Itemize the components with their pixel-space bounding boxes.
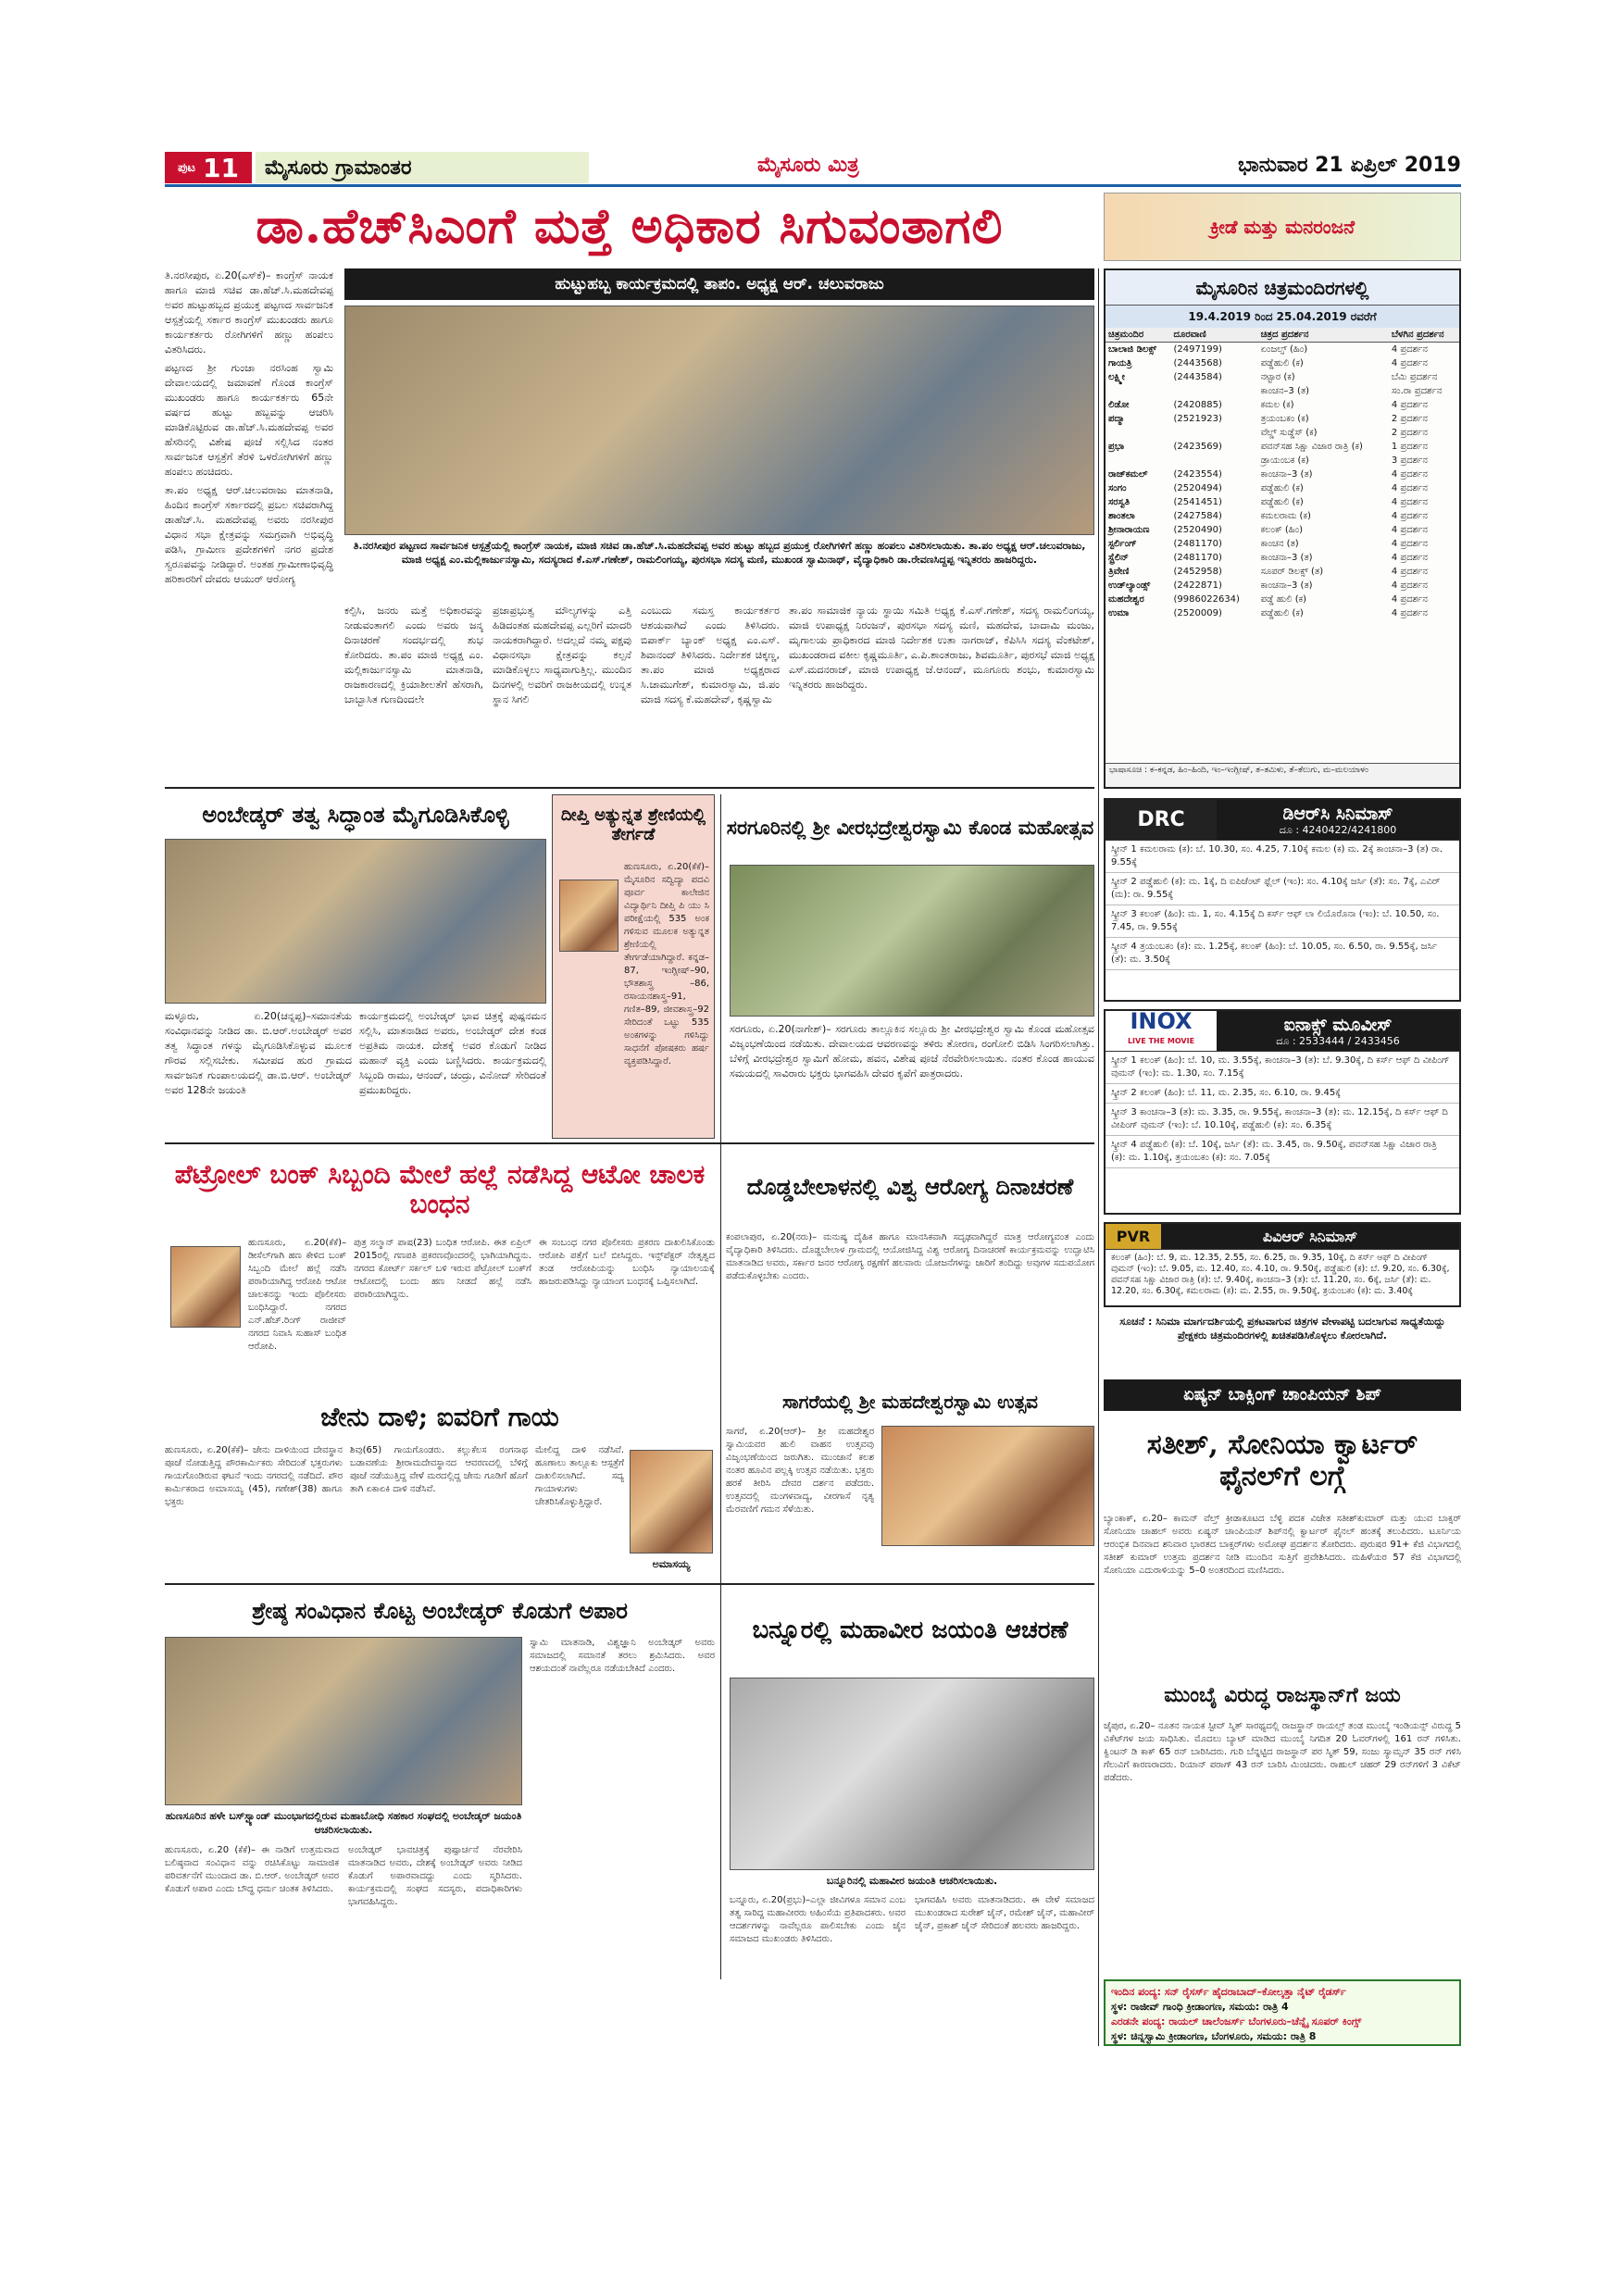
cinema-listing-title: ಮೈಸೂರಿನ ಚಿತ್ರಮಂದಿರಗಳಲ್ಲಿ	[1106, 270, 1459, 306]
lead-subhead: ಹುಟ್ಟುಹಬ್ಬ ಕಾರ್ಯಕ್ರಮದಲ್ಲಿ ತಾಪಂ. ಅಧ್ಯಕ್ಷ ಆರ್. ಚಲುವರಾಜು	[344, 268, 1094, 300]
inox-name	[1217, 1011, 1459, 1051]
ambedkar2-col2: ಅಂಬೇಡ್ಕರ್ ಭಾವಚಿತ್ರಕ್ಕೆ ಪುಷ್ಪಾರ್ಚನೆ ನೆರವೇರಿಸಿ ಮಾತನಾಡಿದ ಅವರು, ದೇಶಕ್ಕೆ ಅಂಬೇಡ್ಕರ್ ಅವರು ನೀಡಿದ ಕೊಡುಗೆ ಅಪಾರವಾದದ್ದು ಎಂದು ಸ್ಮರಿಸಿದರು. ಕಾರ್ಯಕ್ರಮದಲ್ಲಿ ಸಂಘದ ಸದಸ್ಯರು, ಪದಾಧಿಕಾರಿಗಳು ಭಾಗವಹಿಸಿದ್ದರು.	[348, 1845, 522, 1907]
petrol-col1: ಹುಣಸೂರು, ಏ.20(ಕೆಕೆ)– ಡೀಸೆಲ್‌ಗಾಗಿ ಹಣ ಕೇಳಿದ ಬಂಕ್ ಸಿಬ್ಬಂದಿ ಮೇಲೆ ಹಲ್ಲೆ ನಡೆಸಿ ಪರಾರಿಯಾಗಿದ್ದ ಆರೋಪಿ ಆಟೋ ಚಾಲಕನನ್ನು ಇಂದು ಪೊಲೀಸರು ಬಂಧಿಸಿದ್ದಾರೆ. ನಗರದ ಎನ್.ಹೆಚ್.ರಿಂಗ್ ರಾಜೀವ್ ನಗರದ ನಿವಾಸಿ ಸುಹಾಸ್ ಬಂಧಿತ ಆರೋಪಿ.	[248, 1238, 346, 1352]
pvr-title: ಪಿವಿಆರ್ ಸಿನಿಮಾಸ್	[1161, 1224, 1459, 1249]
bees-col2: ಶಿವು(65) ಗಾಯಗೊಂಡರು. ಕಲ್ಲುಕೆಲಸ ರಂಗನಾಥ ಬಡಾವಣೆಯ ಶ್ರೀರಾಮದೇವಸ್ಥಾನದ ಆವರಣದಲ್ಲಿ ಬೆಳಿಗ್ಗೆ ಪೂಜೆ ನಡೆಯುತ್ತಿದ್ದ ವೇಳೆ ಮರದಲ್ಲಿದ್ದ ಜೇನು ಗೂಡಿಗೆ ಹೊಗೆ ತಾಗಿ ಏಕಾಏಕಿ ದಾಳಿ ನಡೆಸಿವೆ.	[350, 1445, 528, 1494]
cinema-cell: ಬಾಲಾಜಿ ಡಿಲಕ್ಸ್	[1108, 344, 1157, 355]
cinema-row	[1106, 370, 1459, 384]
ambedkar2-col3: ಸ್ವಾಮಿ ಮಾತನಾಡಿ, ವಿಶ್ವಜ್ಞಾನಿ ಅಂಬೇಡ್ಕರ್ ಅವರು ಸಮಾಜದಲ್ಲಿ ಸಮಾನತೆ ತರಲು ಶ್ರಮಿಸಿದರು. ಅವರ ಆಶಯದಂತೆ ನಾವೆಲ್ಲರೂ ನಡೆಯಬೇಕಿದೆ ಎಂದರು.	[530, 1638, 715, 1674]
cinema-listing	[1104, 268, 1461, 789]
inox-screen-2: ಸ್ಕ್ರೀನ್ 2 ಕಲಂಕ್ (ಹಿಂ): ಬೆ. 11, ಮ. 2.35, ಸಂ. 6.10, ರಾ. 9.45ಕ್ಕೆ	[1106, 1084, 1459, 1104]
cinema-cell	[1106, 426, 1171, 440]
mahaveer-col1: ಬನ್ನೂರು, ಏ.20(ಪ್ರಭು)–ಎಲ್ಲಾ ಜೀವಿಗಳೂ ಸಮಾನ ಎಂಬ ತತ್ವ ಸಾರಿದ್ದ ಮಹಾವೀರರು ಅಹಿಂಸೆಯ ಪ್ರತಿಪಾದಕರು. ಅವರ ಆದರ್ಶಗಳನ್ನು ನಾವೆಲ್ಲರೂ ಪಾಲಿಸಬೇಕು ಎಂದು ಜೈನ ಸಮಾಜದ ಮುಖಂಡರು ತಿಳಿಸಿದರು.	[730, 1895, 906, 1944]
cinema-cell: ತ್ರಿವೇಣಿ	[1108, 567, 1130, 577]
cinema-cell: 4 ಪ್ರದರ್ಶನ	[1391, 553, 1428, 563]
lead-paragraph: ತಾ.ಪಂ ಅಧ್ಯಕ್ಷ ಆರ್.ಚಲುವರಾಜು ಮಾತನಾಡಿ, ಹಿಂದಿನ ಕಾಂಗ್ರೆಸ್ ಸರ್ಕಾರದಲ್ಲಿ ಪ್ರಬಲ ಸಚಿವರಾಗಿದ್ದ ಡಾಹೆಚ್.ಸಿ. ಮಹದೇವಪ್ಪ ಅವರು ನರಸೀಪುರ ವಿಧಾನ ಸಭಾ ಕ್ಷೇತ್ರವನ್ನು ಸಮಗ್ರವಾಗಿ ಅಭಿವೃದ್ಧಿ ಪಡಿಸಿ, ಗ್ರಾಮೀಣ ಪ್ರದೇಶಗಳಿಗೆ ನಗರ ಪ್ರದೇಶ ಸ್ವರೂಪವನ್ನು ನೀಡಿದ್ದಾರೆ. ಅಂತಹ ಗ್ರಾಮೀಣಾಭಿವೃದ್ಧಿ ಹರಿಕಾರರಿಗೆ ದೇವರು ಆಯುರ್ ಆರೋಗ್ಯ	[165, 484, 333, 585]
cinema-cell: ಪಡ್ಡೆ ಹುಲಿ (ಕ)	[1260, 594, 1307, 605]
petrol-headline: ಪೆಟ್ರೋಲ್ ಬಂಕ್ ಸಿಬ್ಬಂದಿ ಮೇಲೆ ಹಲ್ಲೆ ನಡೆಸಿದ್ದ ಆಟೋ ಚಾಲಕ ಬಂಧನ	[174, 1158, 706, 1219]
cinema-cell: ಉಮಾ	[1108, 608, 1130, 618]
pvr-logo: PVR	[1106, 1224, 1161, 1249]
veerabhadra-body: ಸರಗೂರು, ಏ.20(ನಾಗೇಶ್)– ಸರಗೂರು ತಾಲ್ಲೂಕಿನ ಸಲ್ಲೂರು ಶ್ರೀ ವೀರಭದ್ರೇಶ್ವರ ಸ್ವಾಮಿ ಕೊಂಡ ಮಹೋತ್ಸವ ವಿಜೃಂಭಣೆಯಿಂದ ನಡೆಯಿತು. ದೇವಾಲಯದ ಆವರಣವನ್ನು ತಳಿರು ತೋರಣ, ರಂಗೋಲಿ ಬಿಡಿಸಿ ಸಿಂಗರಿಸಲಾಗಿತ್ತು. ಬೆಳಿಗ್ಗೆ ವೀರಭದ್ರೇಶ್ವರ ಸ್ವಾಮಿಗೆ ಹೋಮ, ಹವನ, ವಿಶೇಷ ಪೂಜೆ ನೆರವೇರಿಸಲಾಯಿತು. ನಂತರ ಕೊಂಡ ಹಾಯುವ ಸಮಯದಲ್ಲಿ ಸಾವಿರಾರು ಭಕ್ತರು ಭಾಗವಹಿಸಿ ದೇವರ ಕೃಪೆಗೆ ಪಾತ್ರರಾದರು.	[730, 1023, 1094, 1079]
cinema-cell: ಕಮಲರಾಮ (ಕ)	[1260, 511, 1311, 521]
cinema-cell: (2520490)	[1173, 525, 1222, 535]
drc-screen-2: ಸ್ಕ್ರೀನ್ 2 ಪಡ್ಡೆಹುಲಿ (ಕ): ಮ. 1ಕ್ಕೆ, ದಿ ಐಪಿಜೆಂಟ್ ಫ್ಲೆಲ್ (ಇಂ): ಸಂ. 4.10ಕ್ಕೆ ಜರ್ಸಿ (ತೆ): ಸಂ. 7ಕ್ಕೆ, ಎವಿರ್ (ಮ): ರಾ. 9.55ಕ್ಕೆ	[1106, 873, 1459, 905]
page-number-box	[165, 152, 252, 183]
sports-banner: ಕ್ರೀಡೆ ಮತ್ತು ಮನರಂಜನೆ	[1104, 193, 1461, 261]
cinema-cell: ರಾಜ್‌ಕಮಲ್	[1108, 469, 1148, 480]
cinema-cell: (2420885)	[1173, 400, 1222, 410]
cinema-cell: ಬೆಮಿ ಪ್ರದರ್ಶನ	[1391, 372, 1438, 382]
cinema-cell: ಕಮಲ (ಕ)	[1260, 400, 1294, 410]
cinema-cell	[1171, 426, 1258, 440]
cinema-cell: 4 ಪ್ರದರ್ಶನ	[1391, 539, 1428, 549]
cinema-cell: 4 ಪ್ರದರ್ಶನ	[1391, 483, 1428, 493]
victim-portrait	[630, 1450, 713, 1554]
section-name: ಮೈಸೂರು ಗ್ರಾಮಾಂತರ	[256, 152, 589, 183]
drc-title: ಡಿಆರ್‌ಸಿ ಸಿನಿಮಾಸ್	[1282, 803, 1393, 824]
cinema-cell: (2481170)	[1173, 539, 1222, 549]
cinema-table	[1106, 328, 1459, 620]
boxing-body: ಬ್ಯಾಂಕಾಕ್, ಏ.20– ಕಾಮನ್ ವೆಲ್ತ್ ಕ್ರೀಡಾಕೂಟದ ಬೆಳ್ಳಿ ಪದಕ ವಿಜೇತ ಸತೀಶ್‌ಕುಮಾರ್ ಮತ್ತು ಯುವ ಬಾಕ್ಸರ್ ಸೋನಿಯಾ ಚಾಹಲ್ ಅವರು ಏಷ್ಯನ್ ಚಾಂಪಿಯನ್ ಶಿಪ್‌ನಲ್ಲಿ ಕ್ವಾರ್ಟರ್ ಫೈನಲ್ ಹಂತಕ್ಕೆ ತಲುಪಿದರು. ಟೂರ್ನಿಯ ಆರಂಭಿಕ ದಿನವಾದ ಶನಿವಾರ ಭಾರತದ ಬಾಕ್ಸರ್‌ಗಳು ಅಮೋಘ ಪ್ರದರ್ಶನ ತೋರಿದರು. ಪುರುಷರ 91+ ಕೆಜಿ ವಿಭಾಗದಲ್ಲಿ ಸತೀಶ್ ಕುಮಾರ್ ಉತ್ತಮ ಪ್ರದರ್ಶನ ನೀಡಿ ಮುಂದಿನ ಸುತ್ತಿಗೆ ಪ್ರವೇಶಿಸಿದರು. ಮಹಿಳೆಯರ 57 ಕೆಜಿ ವಿಭಾಗದಲ್ಲಿ ಸೋನಿಯಾ ಎದುರಾಳಿಯನ್ನು 5–0 ಅಂತರದಿಂದ ಮಣಿಸಿದರು.	[1104, 1514, 1461, 1576]
lead-story-col5: ತಾ.ಪಂ ಸಾಮಾಜಿಕ ನ್ಯಾಯ ಸ್ಥಾಯಿ ಸಮಿತಿ ಅಧ್ಯಕ್ಷ ಕೆ.ಎಸ್.ಗಣೇಶ್, ಸದಸ್ಯ ರಾಮಲಿಂಗಯ್ಯ, ಮಾಜಿ ಉಪಾಧ್ಯಕ್ಷ ನಿರಂಜನ್, ಪುರಸಭಾ ಸದಸ್ಯ ಮಣಿ, ಮಹದೇವ, ಬಾದಾಮಿ ಮಂಜು, ಮೃಗಾಲಯ ಪ್ರಾಧಿಕಾರದ ಮಾಜಿ ನಿರ್ದೇಶಕ ಉತಾ ನಾಗರಾಜ್, ಕೆಪಿಸಿಸಿ ಸದಸ್ಯ ವೆಂಕಟೇಶ್, ಮುಖಂಡರಾದ ವಕೀಲ ಕೃಷ್ಣಮೂರ್ತಿ, ಎ.ಪಿ.ಶಾಂತರಾಜು, ಶಿವಮೂರ್ತಿ, ಪುರಸಭೆ ಮಾಜಿ ಅಧ್ಯಕ್ಷ ಎಸ್.ಮದನರಾಜ್, ಮಾಜಿ ಉಪಾಧ್ಯಕ್ಷ ಜೆ.ಆನಂದ್, ಮೂಗೂರು ಶಂಭು, ಕುಮಾರಸ್ವಾಮಿ ಇನ್ನಿತರರು ಹಾಜರಿದ್ದರು.	[789, 605, 1094, 691]
cinema-table-header	[1106, 328, 1459, 343]
cinema-row	[1106, 356, 1459, 370]
cinema-cell: (2520494)	[1173, 483, 1222, 493]
veerabhadra-headline: ಸರಗೂರಿನಲ್ಲಿ ಶ್ರೀ ವೀರಭದ್ರೇಶ್ವರಸ್ವಾಮಿ ಕೊಂಡ ಮಹೋತ್ಸವ	[726, 815, 1094, 839]
health-body: ಕಂಪಲಾಪುರ, ಏ.20(ನರು)– ಮನುಷ್ಯ ದೈಹಿಕ ಹಾಗೂ ಮಾನಸಿಕವಾಗಿ ಸದೃಢವಾಗಿದ್ದರೆ ಮಾತ್ರ ಆರೋಗ್ಯವಂತ ಎಂದು ವೈದ್ಯಾಧಿಕಾರಿ ತಿಳಿಸಿದರು. ದೊಡ್ಡಬೇಲಾಳ ಗ್ರಾಮದಲ್ಲಿ ಆಯೋಜಿಸಿದ್ದ ವಿಶ್ವ ಆರೋಗ್ಯ ದಿನಾಚರಣೆ ಕಾರ್ಯಕ್ರಮವನ್ನು ಉದ್ಘಾಟಿಸಿ ಮಾತನಾಡಿದ ಅವರು, ಸರ್ಕಾರ ಜನರ ಆರೋಗ್ಯ ರಕ್ಷಣೆಗೆ ಹಲವಾರು ಯೋಜನೆಗಳನ್ನು ಜಾರಿಗೆ ತಂದಿದ್ದು ಅವುಗಳ ಸದುಪಯೋಗ ಪಡೆದುಕೊಳ್ಳಬೇಕು ಎಂದರು.	[726, 1232, 1094, 1281]
page-label: ಪುಟ	[177, 160, 196, 175]
ambedkar2-photo	[165, 1637, 522, 1805]
ipl-fixture-box	[1104, 1979, 1461, 2046]
petrol-col2: ಪುತ್ರ ಸಲ್ಮಾನ್ ಪಾಷ(23) ಬಂಧಿತ ಆರೋಪಿ. ಈತ ಏಪ್ರಿಲ್ 2015ರಲ್ಲಿ ಗಣಪತಿ ಪ್ರಕರಣವೊಂದರಲ್ಲಿ ಭಾಗಿಯಾಗಿದ್ದನು. ನಗರದ ಕೋರ್ಟ್ ಸರ್ಕಲ್ ಬಳಿ ಇರುವ ಪೆಟ್ರೋಲ್ ಬಂಕ್‌ಗೆ ಆಟೋದಲ್ಲಿ ಬಂದು ಹಣ ನೀಡದೆ ಹಲ್ಲೆ ನಡೆಸಿ ಪರಾರಿಯಾಗಿದ್ದನು.	[354, 1238, 531, 1300]
fixture-line-3: ಎರಡನೇ ಪಂದ್ಯ: ರಾಯಲ್ ಚಾಲೆಂಜರ್ಸ್ ಬೆಂಗಳೂರು–ಚೆನ್ನೈ ಸೂಪರ್ ಕಿಂಗ್ಸ್	[1111, 2015, 1362, 2028]
cinema-cell: (9986022634)	[1173, 594, 1240, 605]
cinema-cell: ಪಡ್ಡೆಹುಲಿ (ಕ)	[1260, 483, 1304, 493]
cinema-cell: ಉಡ್‌ಲ್ಯಾಂಡ್ಸ್	[1108, 580, 1151, 591]
ambedkar-col1: ಮಳ್ಳೂರು, ಏ.20(ಚನ್ನಪ್ಪ)–ಸಮಾನತೆಯ ಸಂವಿಧಾನವನ್ನು ನೀಡಿದ ಡಾ. ಬಿ.ಆರ್.ಅಂಬೇಡ್ಕರ್ ಅವರ ತತ್ವ ಸಿದ್ಧಾಂತ ಗಳನ್ನು ಮೈಗೂಡಿಸಿಕೊಳ್ಳುವ ಮೂಲಕ ಗೌರವ ಸಲ್ಲಿಸಬೇಕು. ಸಮೀಪದ ಹುರ ಗ್ರಾಮದ ಸಾರ್ವಜನಿಕ ಗುಂಪಾಲಯದಲ್ಲಿ ಡಾ.ಬಿ.ಆರ್. ಅಂಬೇಡ್ಕರ್ ಅವರ 128ನೇ ಜಯಂತಿ	[165, 1010, 352, 1096]
mahaveer-headline: ಬನ್ನೂರಲ್ಲಿ ಮಹಾವೀರ ಜಯಂತಿ ಆಚರಣೆ	[752, 1616, 1068, 1645]
cinema-cell: ಸ್ಟರ್ಲಿಂಗ್	[1108, 539, 1137, 549]
cinema-cell: 4 ಪ್ರದರ್ಶನ	[1391, 580, 1428, 591]
lead-photo-caption: ತಿ.ನರಸೀಪುರ ಪಟ್ಟಣದ ಸಾರ್ವಜನಿಕ ಆಸ್ಪತ್ರೆಯಲ್ಲಿ ಕಾಂಗ್ರೆಸ್ ನಾಯಕ, ಮಾಜಿ ಸಚಿವ ಡಾ.ಹೆಚ್.ಸಿ.ಮಹದೇವಪ್ಪ ಅವರ ಹುಟ್ಟು ಹಬ್ಬದ ಪ್ರಯುಕ್ತ ರೋಗಿಗಳಿಗೆ ಹಣ್ಣು ಹಂಪಲು ವಿತರಿಸಲಾಯಿತು. ತಾ.ಪಂ ಅಧ್ಯಕ್ಷ ಆರ್.ಚಲುವರಾಜು, ಮಾಜಿ ಅಧ್ಯಕ್ಷ ಎಂ.ಮಲ್ಲಿಕಾರ್ಜುನಸ್ವಾಮಿ, ಸದಸ್ಯರಾದ ಕೆ.ಎಸ್.ಗಣೇಶ್, ರಾಮಲಿಂಗಯ್ಯ, ಪುರಸಭಾ ಸದಸ್ಯ ಮಣಿ, ಮುಖಂಡ ಸ್ವಾಮಿನಾಥ್, ವೈದ್ಯಾಧಿಕಾರಿ ಡಾ.ರೇವಣಸಿದ್ದಪ್ಪ ಇನ್ನಿತರರು ಹಾಜರಿದ್ದರು.	[353, 540, 1086, 566]
lead-photo	[344, 306, 1094, 535]
cinema-listing-dates: 19.4.2019 ರಿಂದ 25.04.2019 ರವರೆಗೆ	[1106, 306, 1459, 328]
cinema-cell: ಗಾಯತ್ರಿ	[1108, 358, 1132, 368]
ambedkar2-col1: ಹುಣಸೂರು, ಏ.20 (ಕೆಕೆ)– ಈ ನಾಡಿಗೆ ಉತ್ತಮವಾದ ಬಲಿಷ್ಠವಾದ ಸಂವಿಧಾನ ವನ್ನು ರಚಿಸಿಕೊಟ್ಟು ಸಾಮಾಜಿಕ ಪರಿವರ್ತನೆಗೆ ಮುಂದಾದ ಡಾ. ಬಿ.ಆರ್. ಅಂಬೇಡ್ಕರ್ ಅವರ ಕೊಡುಗೆ ಅಪಾರ ಎಂದು ಬೌದ್ಧ ಧರ್ಮ ಚಿಂತಕ ತಿಳಿಸಿದರು.	[165, 1845, 339, 1894]
cinema-cell	[1106, 384, 1171, 398]
ambedkar-col2: ಕಾರ್ಯಕ್ರಮದಲ್ಲಿ ಅಂಬೇಡ್ಕರ್ ಭಾವ ಚಿತ್ರಕ್ಕೆ ಪುಷ್ಪನಮನ ಸಲ್ಲಿಸಿ, ಮಾತನಾಡಿದ ಅವರು, ಅಂಬೇಡ್ಕರ್ ದೇಶ ಕಂಡ ಅಪ್ರತಿಮ ನಾಯಕ. ದೇಶಕ್ಕೆ ಅವರ ಕೊಡುಗೆ ನೀಡಿದ ಮಹಾನ್ ವ್ಯಕ್ತಿ ಎಂದು ಬಣ್ಣಿಸಿದರು. ಕಾರ್ಯಕ್ರಮದಲ್ಲಿ ಸಿಬ್ಬಂದಿ ರಾಮು, ಆನಂದ್, ಚಂದ್ರು, ವಿನೋದ್ ಸೇರಿದಂತೆ ಪ್ರಮುಖರಿದ್ದರು.	[359, 1010, 546, 1096]
petrol-col3: ಈ ಸಂಬಂಧ ನಗರ ಪೊಲೀಸರು ಪ್ರಕರಣ ದಾಖಲಿಸಿಕೊಂಡು ಆರೋಪಿ ಪತ್ತೆಗೆ ಬಲೆ ಬೀಸಿದ್ದರು. ಇನ್ಸ್‌ಪೆಕ್ಟರ್ ನೇತೃತ್ವದ ತಂಡ ಆರೋಪಿಯನ್ನು ಬಂಧಿಸಿ ನ್ಯಾಯಾಲಯಕ್ಕೆ ಹಾಜರುಪಡಿಸಿದ್ದು ನ್ಯಾಯಾಂಗ ಬಂಧನಕ್ಕೆ ಒಪ್ಪಿಸಲಾಗಿದೆ.	[539, 1238, 715, 1287]
cinema-row	[1106, 440, 1459, 454]
inox-title: ಐನಾಕ್ಸ್ ಮೂವೀಸ್	[1283, 1014, 1393, 1035]
cinema-cell: ಸಂ.ರಾ ಪ್ರದರ್ಶನ	[1391, 386, 1443, 396]
language-legend: ಭಾಷಾಸೂಚಿ : ಕ–ಕನ್ನಡ, ಹಿಂ–ಹಿಂದಿ, ಇಂ–ಇಂಗ್ಲೀಷ್, ತ–ತಮಿಳು, ತೆ–ತೆಲುಗು, ಮ–ಮಲಯಾಳಂ	[1106, 763, 1459, 787]
drc-logo: DRC	[1106, 800, 1217, 840]
column-divider	[720, 794, 721, 1979]
fixture-line-2: ಸ್ಥಳ: ರಾಜೀವ್ ಗಾಂಧಿ ಕ್ರೀಡಾಂಗಣ, ಸಮಯ: ರಾತ್ರಿ 4	[1111, 2001, 1289, 2013]
lead-story-col3: ಪ್ರಜಾಪ್ರಭುತ್ವ ಮೌಲ್ಯಗಳನ್ನು ಎತ್ತಿ ಹಿಡಿದಂತಹ ಮಹದೇವಪ್ಪ ಎಲ್ಲರಿಗೆ ಮಾದರಿ ನಾಯಕರಾಗಿದ್ದಾರೆ. ಅದಲ್ಲದೆ ನಮ್ಮ ಪಕ್ಷವು ವಿಧಾನಸಭಾ ಕ್ಷೇತ್ರವನ್ನು ಕಲ್ಪನೆ ಮಾಡಿಕೊಳ್ಳಲು ಸಾಧ್ಯವಾಗುತ್ತಿಲ್ಲ. ಮುಂದಿನ ದಿನಗಳಲ್ಲಿ ಅವರಿಗೆ ರಾಜಕೀಯದಲ್ಲಿ ಉನ್ನತ ಸ್ಥಾನ ಸಿಗಲಿ	[493, 605, 631, 705]
cinema-row	[1106, 426, 1459, 440]
cinema-cell: (2443568)	[1173, 358, 1222, 368]
section-divider	[165, 1142, 1094, 1144]
fixture-line-4: ಸ್ಥಳ: ಚಿನ್ನಸ್ವಾಮಿ ಕ್ರೀಡಾಂಗಣ, ಬೆಂಗಳೂರು, ಸಮಯ: ರಾತ್ರಿ 8	[1111, 2030, 1317, 2042]
column-header: ಚಿತ್ರಮಂದಿರ	[1106, 328, 1171, 343]
column-header: ಬೆಳಗಿನ ಪ್ರದರ್ಶನ	[1389, 328, 1459, 343]
column-header: ದೂರವಾಣಿ	[1171, 328, 1258, 343]
cinema-row	[1106, 495, 1459, 509]
cinema-cell: 2 ಪ್ರದರ್ಶನ	[1391, 428, 1428, 438]
bees-col3: ಮೇಲಿದ್ದ ದಾಳಿ ನಡೆಸಿವೆ. ಹೂಣಾಲು ತಾಲ್ಲೂಕು ಆಸ್ಪತ್ರೆಗೆ ದಾಖಲಿಸಲಾಗಿದೆ. ಸದ್ಯ ಗಾಯಾಳುಗಳು ಚೇತರಿಸಿಕೊಳ್ಳುತ್ತಿದ್ದಾರೆ.	[535, 1445, 624, 1507]
inox-logo	[1106, 1007, 1217, 1051]
madeshwara-headline: ಸಾಗರೆಯಲ್ಲಿ ಶ್ರೀ ಮಹದೇಶ್ವರಸ್ವಾಮಿ ಉತ್ಸವ	[781, 1390, 1038, 1413]
mahaveer-col2: ಭಾಗವಹಿಸಿ ಅವರು ಮಾತನಾಡಿದರು. ಈ ವೇಳೆ ಸಮಾಜದ ಮುಖಂಡರಾದ ಸುರೇಶ್ ಜೈನ್, ರಮೇಶ್ ಜೈನ್, ಮಹಾವೀರ್ ಜೈನ್, ಪ್ರಕಾಶ್ ಜೈನ್ ಸೇರಿದಂತೆ ಹಲವರು ಹಾಜರಿದ್ದರು.	[915, 1895, 1094, 1931]
cinema-cell: 4 ಪ್ರದರ್ಶನ	[1391, 358, 1428, 368]
cinema-row	[1106, 481, 1459, 495]
cinema-cell: 4 ಪ್ರದರ್ಶನ	[1391, 400, 1428, 410]
inox-screen-3: ಸ್ಕ್ರೀನ್ 3 ಕಾಂಚನಾ–3 (ತ): ಮ. 3.35, ರಾ. 9.55ಕ್ಕೆ, ಕಾಂಚನಾ–3 (ತ): ಮ. 12.15ಕ್ಕೆ, ದಿ ಕರ್ಸ್ ಆಫ್ ದಿ ವೀಪಿಂಗ್ ವುಮನ್ (ಇಂ): ಬೆ. 10.10ಕ್ಕೆ, ಪಡ್ಡೆಹುಲಿ (ಕ): ಸಂ. 6.35ಕ್ಕೆ	[1106, 1104, 1459, 1136]
cinema-cell: 1 ಪ್ರದರ್ಶನ	[1391, 442, 1428, 452]
lead-story-col2: ಕಲ್ಪಿಸಿ, ಜನರು ಮತ್ತೆ ಅಧಿಕಾರವನ್ನು ನೀಡುವಂತಾಗಲಿ ಎಂದು ಅವರು ಜನ್ಮ ದಿನಾಚರಣೆ ಸಂದರ್ಭದಲ್ಲಿ ಶುಭ ಕೋರಿದರು. ತಾ.ಪಂ ಮಾಜಿ ಅಧ್ಯಕ್ಷ ಎಂ. ಮಲ್ಲಿಕಾರ್ಜುನಸ್ವಾಮಿ ಮಾತನಾಡಿ, ರಾಜಕಾರಣದಲ್ಲಿ ಕ್ರಿಯಾಶೀಲತೆಗೆ ಹೆಸರಾಗಿ, ಬಾಬ್ಬಾಸಿತ ಗುಣದಿಂದಲೇ	[344, 605, 483, 705]
cinema-row	[1106, 537, 1459, 551]
newspaper-brand: ಮೈಸೂರು ಮಿತ್ರ	[757, 154, 859, 177]
cinema-row	[1106, 551, 1459, 565]
cinema-row	[1106, 398, 1459, 412]
cinema-cell: ಕಾಂಚನಾ–3 (ತ)	[1260, 580, 1313, 591]
cinema-cell: ಮಹದೇಶ್ವರ	[1108, 594, 1144, 605]
mahaveer-caption: ಬನ್ನೂರಿನಲ್ಲಿ ಮಹಾವೀರ ಜಯಂತಿ ಆಚರಿಸಲಾಯಿತು.	[826, 1875, 998, 1887]
drc-screen-4: ಸ್ಕ್ರೀನ್ 4 ತ್ರಯಂಬಕಂ (ಕ): ಮ. 1.25ಕ್ಕೆ, ಕಲಂಕ್ (ಹಿಂ): ಬೆ. 10.05, ಸಂ. 6.50, ರಾ. 9.55ಕ್ಕೆ, ಜರ್ಸಿ (ತೆ): ಮ. 3.50ಕ್ಕೆ	[1106, 938, 1459, 970]
ambedkar-headline: ಅಂಬೇಡ್ಕರ್ ತತ್ವ ಸಿದ್ಧಾಂತ ಮೈಗೂಡಿಸಿಕೊಳ್ಳಿ	[202, 801, 509, 829]
pvr-showtimes: ಕಲಂಕ್ (ಹಿಂ): ಬೆ. 9, ಮ. 12.35, 2.55, ಸಂ. 6.25, ರಾ. 9.35, 10ಕ್ಕೆ, ದಿ ಕರ್ಸ್ ಆಫ್ ದಿ ವೀಪಿಂಗ್ ವುಮನ್ (ಇಂ): ಬೆ. 9.05, ಮ. 12.40, ಸಂ. 4.10, ರಾ. 9.50ಕ್ಕೆ, ಪಡ್ಡೆಹುಲಿ (ಕ): ಬೆ. 9.20, ಸಂ. 6.30ಕ್ಕೆ, ಪವನ್‌ಸಹ ಸಿಕ್ಷಾ ವಿಜಾರ ರಾತ್ರಿ (ಕ): ಬೆ. 9.40ಕ್ಕೆ, ಕಾಂಚನಾ–3 (ತ): ಬೆ. 11.20, ಸಂ. 6ಕ್ಕೆ, ಜರ್ಸಿ (ತೆ): ಮ. 12.20, ಸಂ. 6.30ಕ್ಕೆ, ಕಮಲರಾಮ (ಕ): ಮ. 2.55, ರಾ. 9.50ಕ್ಕೆ, ತ್ರಯಂಬಕಂ (ಕ): ಮ. 3.40ಕ್ಕೆ	[1111, 1253, 1450, 1296]
cinema-cell: ಕಾಂಚನ–3 (ತ)	[1260, 386, 1310, 396]
cinema-cell: 4 ಪ್ರದರ್ಶನ	[1391, 344, 1428, 355]
cinema-cell: (2423569)	[1173, 442, 1222, 452]
victim-name: ಅಮಾಸಯ್ಯ	[652, 1558, 691, 1570]
cinema-cell: (2452958)	[1173, 567, 1222, 577]
cinema-notice: ಸೂಚನೆ : ಸಿನಿಮಾ ಮಾರ್ಗದರ್ಶಿಯಲ್ಲಿ ಪ್ರಕಟವಾಗುವ ಚಿತ್ರಗಳ ವೇಳಾಪಟ್ಟಿ ಬದಲಾಗುವ ಸಾಧ್ಯತೆಯಿದ್ದು ಪ್ರೇಕ್ಷಕರು ಚಿತ್ರಮಂದಿರಗಳಲ್ಲಿ ಖಚಿತಪಡಿಸಿಕೊಳ್ಳಲು ಕೋರಲಾಗಿದೆ.	[1119, 1316, 1445, 1341]
cinema-row	[1106, 384, 1459, 398]
inox-screen-4: ಸ್ಕ್ರೀನ್ 4 ಪಡ್ಡೆಹುಲಿ (ಕ): ಬೆ. 10ಕ್ಕೆ, ಜರ್ಸಿ (ತೆ): ಮ. 3.45, ರಾ. 9.50ಕ್ಕೆ, ಪವನ್‌ಸಹ ಸಿಕ್ಷಾ ವಿಜಾರ ರಾತ್ರಿ (ಕ): ಮ. 1.10ಕ್ಕೆ, ತ್ರಯಂಬಕಂ (ಕ): ಸಂ. 7.05ಕ್ಕೆ	[1106, 1136, 1459, 1168]
health-headline: ದೊಡ್ಡಬೇಲಾಳನಲ್ಲಿ ವಿಶ್ವ ಆರೋಗ್ಯ ದಿನಾಚರಣೆ	[746, 1173, 1074, 1201]
cinema-cell: ಶ್ರೀನಾರಾಯಣ	[1108, 525, 1150, 535]
cinema-row	[1106, 565, 1459, 579]
inox-phone: ದೂ : 2533444 / 2433456	[1276, 1034, 1400, 1047]
drc-screen-3: ಸ್ಕ್ರೀನ್ 3 ಕಲಂಕ್ (ಹಿಂ): ಮ. 1, ಸಂ. 4.15ಕ್ಕೆ ದಿ ಕರ್ಸ್ ಆಫ್ ಲಾ ಲಿಯೊರೊನಾ (ಇಂ): ಬೆ. 10.50, ಸಂ. 7.45, ರಾ. 9.55ಕ್ಕೆ	[1106, 905, 1459, 938]
cricket-body: ಜೈಪುರ, ಏ.20– ನೂತನ ನಾಯಕ ಸ್ಟೀವ್ ಸ್ಮಿತ್ ಸಾರಥ್ಯದಲ್ಲಿ ರಾಜಸ್ಥಾನ್ ರಾಯಲ್ಸ್ ತಂಡ ಮುಂಬೈ ಇಂಡಿಯನ್ಸ್ ವಿರುದ್ಧ 5 ವಿಕೆಟ್‌ಗಳ ಜಯ ಸಾಧಿಸಿತು. ಮೊದಲು ಬ್ಯಾಟ್ ಮಾಡಿದ ಮುಂಬೈ ನಿಗದಿತ 20 ಓವರ್‌ಗಳಲ್ಲಿ 161 ರನ್ ಗಳಿಸಿತು. ಕ್ವಿಂಟನ್ ಡಿ ಕಾಕ್ 65 ರನ್ ಬಾರಿಸಿದರು. ಗುರಿ ಬೆನ್ನಟ್ಟಿದ ರಾಜಸ್ಥಾನ್ ಪರ ಸ್ಮಿತ್ 59, ಸಂಜು ಸ್ಯಾಮ್ಸನ್ 35 ರನ್ ಗಳಿಸಿ ಗೆಲುವಿಗೆ ಕಾರಣರಾದರು. ರಿಯಾನ್ ಪರಾಗ್ 43 ರನ್ ಬಾರಿಸಿ ಮಿಂಚಿದರು. ರಾಹುಲ್ ಚಹರ್ 29 ರನ್‌ಗಳಿಗೆ 3 ವಿಕೆಟ್ ಪಡೆದರು.	[1104, 1721, 1461, 1783]
column-divider	[1098, 268, 1099, 2046]
cinema-row	[1106, 593, 1459, 606]
cinema-cell	[1171, 454, 1258, 468]
cinema-row	[1106, 509, 1459, 523]
cinema-cell: ಸೂಪರ್ ಡಿಲಕ್ಸ್ (ತ)	[1260, 567, 1324, 577]
cinema-cell: ಲಕ್ಷ್ಮೀ	[1108, 372, 1125, 382]
cinema-row	[1106, 468, 1459, 481]
ambedkar2-headline: ಶ್ರೇಷ್ಠ ಸಂವಿಧಾನ ಕೊಟ್ಟ ಅಂಬೇಡ್ಕರ್ ಕೊಡುಗೆ ಅಪಾರ	[252, 1597, 628, 1625]
cinema-cell: 4 ಪ್ರದರ್ಶನ	[1391, 594, 1428, 605]
cinema-cell: (2520009)	[1173, 608, 1222, 618]
cinema-row	[1106, 579, 1459, 593]
cinema-cell: ಸರಸ್ವತಿ	[1108, 497, 1130, 507]
drc-name	[1217, 800, 1459, 840]
cinema-cell: 2 ಪ್ರದರ್ಶನ	[1391, 414, 1428, 424]
cinema-cell: ವೆಲ್ಡ್ ಸುಡ್ಡೆಸ್ (ಕ)	[1260, 428, 1318, 438]
masthead	[165, 150, 1461, 187]
cinema-cell: (2481170)	[1173, 553, 1222, 563]
mahaveer-photo	[730, 1678, 1094, 1870]
cinema-cell: ಪವನ್‌ಸಹ ಸಿಕ್ಷಾ ವಿಜಾರ ರಾತ್ರಿ (ಕ)	[1260, 442, 1363, 452]
drc-phone: ದೂ : 4240422/4241800	[1279, 823, 1397, 836]
cinema-cell: ಕಾಂಚನಾ–3 (ತ)	[1260, 553, 1313, 563]
cinema-cell: 4 ಪ್ರದರ್ಶನ	[1391, 469, 1428, 480]
cinema-cell: ಕಾಂಚನ (ತ)	[1260, 539, 1299, 549]
cricket-headline: ಮುಂಬೈ ವಿರುದ್ಧ ರಾಜಸ್ಥಾನ್‌ಗೆ ಜಯ	[1164, 1683, 1401, 1708]
boxing-kicker: ಏಷ್ಯನ್ ಬಾಕ್ಸಿಂಗ್ ಚಾಂಪಿಯನ್ ಶಿಪ್	[1104, 1379, 1461, 1411]
cinema-cell: ಪದ್ಮಾ	[1108, 414, 1125, 424]
main-headline: ಡಾ.ಹೆಚ್‌ಸಿಎಂಗೆ ಮತ್ತೆ ಅಧಿಕಾರ ಸಿಗುವಂತಾಗಲಿ	[256, 198, 1004, 255]
cinema-row	[1106, 412, 1459, 426]
cinema-cell	[1106, 454, 1171, 468]
cinema-cell: 4 ಪ್ರದರ್ಶನ	[1391, 525, 1428, 535]
inox-screen-1: ಸ್ಕ್ರೀನ್ 1 ಕಲಂಕ್ (ಹಿಂ): ಬೆ. 10, ಮ. 3.55ಕ್ಕೆ, ಕಾಂಚನಾ–3 (ತ): ಬೆ. 9.30ಕ್ಕೆ, ದಿ ಕರ್ಸ್ ಆಫ್ ದಿ ವೀಪಿಂಗ್ ವುಮನ್ (ಇಂ): ಮ. 1.30, ಸಂ. 7.15ಕ್ಕೆ	[1106, 1052, 1459, 1084]
cinema-row	[1106, 454, 1459, 468]
cinema-cell: ಕಾಂಚನಾ–3 (ತ)	[1260, 469, 1313, 480]
bees-headline: ಜೇನು ದಾಳಿ; ಐವರಿಗೆ ಗಾಯ	[320, 1401, 559, 1432]
cinema-row	[1106, 606, 1459, 620]
cinema-cell: (2427584)	[1173, 511, 1222, 521]
cinema-row	[1106, 523, 1459, 537]
cinema-cell: 4 ಪ್ರದರ್ಶನ	[1391, 567, 1428, 577]
bees-col1: ಹುಣಸೂರು, ಏ.20(ಕೆಕೆ)– ಜೇನು ದಾಳಿಯಿಂದ ದೇವಸ್ಥಾನ ಪೂಜೆ ನೋಡುತ್ತಿದ್ದ ಪೌರಕಾರ್ಮಿಕರು ಸೇರಿದಂತೆ ಭಕ್ತರುಗಳು ಗಾಯಗೊಂಡಿರುವ ಘಟನೆ ಇಂದು ನಗರದಲ್ಲಿ ನಡೆದಿದೆ. ಪೌರ ಕಾರ್ಮಿಕರಾದ ಅಮಾಸಯ್ಯ (45), ಗಣೇಶ್(38) ಹಾಗೂ ಭಕ್ತರು	[165, 1445, 343, 1507]
lead-story-col4: ಎಂಬುದು ಸಮಸ್ತ ಕಾರ್ಯಕರ್ತರ ಆಶಯವಾಗಿದೆ ಎಂದು ತಿಳಿಸಿದರು. ಬಿಪಾರ್ಕ್ ಬ್ಯಾಂಕ್ ಅಧ್ಯಕ್ಷ ಎಂ.ಎಸ್. ಶಿವಾನಂದ್ ತಿಳಿಸಿದರು. ನಿರ್ದೇಶಕ ಚಿಕ್ಕಣ್ಣ, ತಾ.ಪಂ ಮಾಜಿ ಅಧ್ಯಕ್ಷರಾದ ಸಿ.ಚಾಮುಗೇಶ್, ಕುಮಾರಸ್ವಾಮಿ, ಜಿ.ಪಂ ಮಾಜಿ ಸದಸ್ಯ ಕೆ.ಮಹದೇವ್, ಕೃಷ್ಣಸ್ವಾಮಿ	[641, 605, 780, 705]
deepthi-headline: ದೀಪ್ತಿ ಅತ್ಯುನ್ನತ ಶ್ರೇಣಿಯಲ್ಲಿ ತೇರ್ಗಡೆ	[560, 805, 706, 844]
cinema-cell: ಏಂಜಲ್ಸ್ (ಹಿಂ)	[1260, 344, 1308, 355]
ambedkar-photo	[165, 839, 546, 1004]
drc-screen-1: ಸ್ಕ್ರೀನ್ 1 ಕಮಲರಾಮ (ಕ): ಬೆ. 10.30, ಸಂ. 4.25, 7.10ಕ್ಕೆ ಕಮಲ (ಕ) ಮ. 2ಕ್ಕೆ ಕಾಂಚನಾ–3 (ತ) ರಾ. 9.55ಕ್ಕೆ	[1106, 841, 1459, 873]
cinema-cell: ಕಲಂಕ್ (ಹಿಂ)	[1260, 525, 1303, 535]
cinema-cell	[1171, 384, 1258, 398]
section-divider	[165, 787, 1094, 789]
cinema-cell: ಸಂಗಂ	[1108, 483, 1127, 493]
inox-logo-text: INOX	[1130, 1007, 1193, 1034]
cinema-cell: (2497199)	[1173, 344, 1222, 355]
madeshwara-body: ಸಾಗರೆ, ಏ.20(ಆರ್)– ಶ್ರೀ ಮಹದೇಶ್ವರ ಸ್ವಾಮಿಯವರ ಹುಲಿ ವಾಹನ ಉತ್ಸವವು ವಿಜೃಂಭಣೆಯಿಂದ ಜರುಗಿತು. ಮುಂಜಾನೆ ಕಲಶ ನಂತರ ಹೂವಿನ ಪಲ್ಲಕ್ಕಿ ಉತ್ಸವ ನಡೆಯಿತು. ಭಕ್ತರು ಹರಕೆ ತೀರಿಸಿ ದೇವರ ದರ್ಶನ ಪಡೆದರು. ಉತ್ಸವದಲ್ಲಿ ಮಂಗಳವಾದ್ಯ, ವೀರಗಾಸೆ ನೃತ್ಯ ಮೆರವಣಿಗೆ ಗಮನ ಸೆಳೆಯಿತು.	[726, 1427, 874, 1515]
cinema-cell: (2521923)	[1173, 414, 1222, 424]
cinema-table-body	[1106, 343, 1459, 621]
cinema-cell: 3 ಪ್ರದರ್ಶನ	[1391, 455, 1428, 466]
cinema-cell: ಪ್ರಭಾ	[1108, 442, 1125, 452]
boxing-headline: ಸತೀಶ್, ಸೋನಿಯಾ ಕ್ವಾರ್ಟರ್ ಫೈನಲ್‌ಗೆ ಲಗ್ಗೆ	[1146, 1428, 1418, 1492]
madeshwara-photo	[881, 1426, 1094, 1546]
cinema-cell: 4 ಪ್ರದರ್ಶನ	[1391, 497, 1428, 507]
cinema-cell: 4 ಪ್ರದರ್ಶನ	[1391, 511, 1428, 521]
lead-story-col1	[165, 268, 333, 780]
cinema-cell: (2423554)	[1173, 469, 1222, 480]
pvr-cinemas-box	[1104, 1222, 1461, 1307]
cinema-cell: 4 ಪ್ರದರ್ಶನ	[1391, 608, 1428, 618]
cinema-cell: ಪಡ್ಡೆಹುಲಿ (ಕ)	[1260, 497, 1304, 507]
issue-date: ಭಾನುವಾರ 21 ಏಪ್ರಿಲ್ 2019	[1237, 154, 1461, 177]
cinema-cell: (2422871)	[1173, 580, 1222, 591]
ambedkar2-caption: ಹುಣಸೂರಿನ ಹಳೇ ಬಸ್‌ಸ್ಟ್ಯಾಂಡ್ ಮುಂಭಾಗದಲ್ಲಿರುವ ಮಹಾಬೋಧಿ ಸಹಕಾರ ಸಂಘದಲ್ಲಿ ಅಂಬೇಡ್ಕರ್ ಜಯಂತಿ ಆಚರಿಸಲಾಯಿತು.	[165, 1810, 522, 1836]
cinema-cell: ಡ್ರಾಯಂಬಕ (ಕ)	[1260, 455, 1309, 466]
cinema-cell: ಪಡ್ಡೆಹುಲಿ (ಕ)	[1260, 358, 1304, 368]
page-number: 11	[203, 152, 240, 183]
cinema-cell: (2443584)	[1173, 372, 1222, 382]
cinema-cell: ಸ್ಟ್ರೆಲಿನ್	[1108, 553, 1129, 563]
drc-cinemas-box	[1104, 798, 1461, 1002]
fixture-line-1: ಇಂದಿನ ಪಂದ್ಯ: ಸನ್ ರೈಸರ್ಸ್ ಹೈದರಾಬಾದ್–ಕೋಲ್ಕತ್ತಾ ನೈಟ್ ರೈಡರ್ಸ್	[1111, 1986, 1346, 1998]
inox-tagline: LIVE THE MOVIE	[1127, 1036, 1195, 1045]
column-header: ಚಿತ್ರದ ಪ್ರದರ್ಶನ	[1258, 328, 1389, 343]
cinema-cell: (2541451)	[1173, 497, 1222, 507]
inox-movies-box	[1104, 1009, 1461, 1215]
cinema-cell: ಪಡ್ಡೆಹುಲಿ (ಕ)	[1260, 608, 1304, 618]
deepthi-body: ಹುಣಸೂರು, ಏ.20(ಕೆಕೆ)– ಮೈಸೂರಿನ ಸದ್ವಿದ್ಯಾ ಪದವಿ ಪೂರ್ವ ಕಾಲೇಜಿನ ವಿದ್ಯಾರ್ಥಿನಿ ದೀಪ್ತಿ ಪಿ ಯು ಸಿ ಪರೀಕ್ಷೆಯಲ್ಲಿ 535 ಅಂಕ ಗಳಿಸುವ ಮೂಲಕ ಅತ್ಯುನ್ನತ ಶ್ರೇಣಿಯಲ್ಲಿ ತೇರ್ಗಡೆಯಾಗಿದ್ದಾರೆ. ಕನ್ನಡ–87, ಇಂಗ್ಲೀಷ್–90, ಭೌತಶಾಸ್ತ್ರ –86, ರಸಾಯನಶಾಸ್ತ್ರ–91, ಗಣಿತ–89, ಜೀವಶಾಸ್ತ್ರ–92 ಸೇರಿದಂತೆ ಒಟ್ಟು 535 ಅಂಕಗಳನ್ನು ಗಳಿಸಿದ್ದು ಸಾಧನೆಗೆ ಪೋಷಕರು ಹರ್ಷ ವ್ಯಕ್ತಪಡಿಸಿದ್ದಾರೆ.	[624, 862, 709, 1067]
cinema-cell: ಶಾಂತಲಾ	[1108, 511, 1135, 521]
lead-paragraph: ತಿ.ನರಸೀಪುರ, ಏ.20(ಎಸ್‌ಕೆ)– ಕಾಂಗ್ರೆಸ್ ನಾಯಕ ಹಾಗೂ ಮಾಜಿ ಸಚಿವ ಡಾ.ಹೆಚ್.ಸಿ.ಮಹದೇವಪ್ಪ ಅವರ ಹುಟ್ಟುಹಬ್ಬದ ಪ್ರಯುಕ್ತ ಪಟ್ಟಣದ ಸಾರ್ವಜನಿಕ ಆಸ್ಪತ್ರೆಯಲ್ಲಿ ಸರ್ಕಾರ ಕಾಂಗ್ರೆಸ್ ಮುಖಂಡರು ಹಾಗೂ ಕಾರ್ಯಕರ್ತರು ರೋಗಿಗಳಿಗೆ ಹಣ್ಣು ಹಂಪಲು ವಿತರಿಸಿದರು.	[165, 269, 333, 356]
cinema-cell: ಲಿಡೋ	[1108, 400, 1130, 410]
cinema-cell: ತ್ರಯಂಬಕಂ (ಕ)	[1260, 414, 1309, 424]
cinema-row	[1106, 343, 1459, 357]
veerabhadra-photo	[730, 865, 1094, 1017]
cinema-cell: ನಟ್ಟಾರ (ಕ)	[1260, 372, 1295, 382]
section-divider	[165, 1583, 1094, 1585]
lead-paragraph: ಪಟ್ಟಣದ ಶ್ರೀ ಗುಂಜಾ ನರಸಿಂಹ ಸ್ವಾಮಿ ದೇವಾಲಯದಲ್ಲಿ ಜಮಾವಣೆ ಗೊಂಡ ಕಾಂಗ್ರೆಸ್ ಮುಖಂಡರು ಹಾಗೂ ಕಾರ್ಯಕರ್ತರು 65ನೇ ವರ್ಷದ ಹುಟ್ಟು ಹಬ್ಬವನ್ನು ಆಚರಿಸಿ ಮಾಡಿಕೊಟ್ಟಿರುವ ಡಾ.ಹೆಚ್.ಸಿ.ಮಹದೇವಪ್ಪ ಅವರ ಹೆಸರಿನಲ್ಲಿ ವಿಶೇಷ ಪೂಜೆ ಸಲ್ಲಿಸಿದ ನಂತರ ಸಾರ್ವಜನಿಕ ಆಸ್ಪತ್ರೆಗೆ ತೆರಳಿ ಒಳರೋಗಿಗಳಿಗೆ ಹಣ್ಣು ಹಂಪಲು ಹಂಚಿದರು.	[165, 362, 333, 478]
